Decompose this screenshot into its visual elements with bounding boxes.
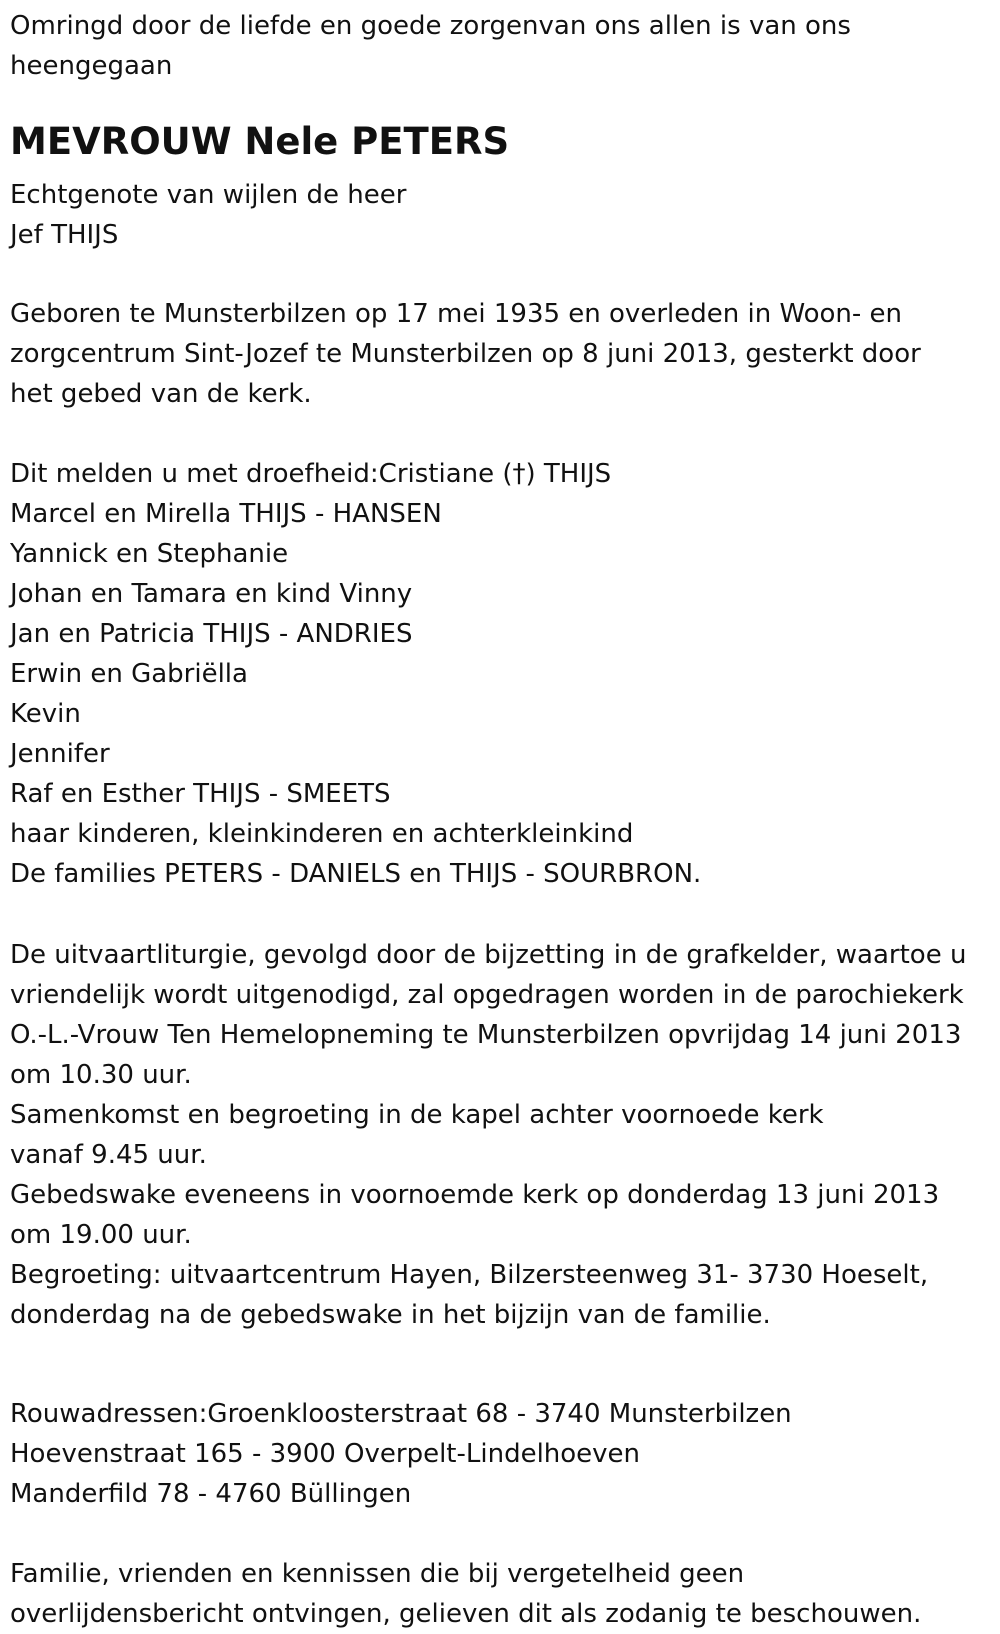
closing-paragraph: [10, 1554, 921, 1634]
intro-paragraph: [10, 6, 851, 86]
funeral-line: Samenkomst en begroeting in de kapel achter voornoede kerk: [10, 1100, 824, 1130]
family-line: haar kinderen, kleinkinderen en achterkleinkind: [10, 819, 634, 849]
family-line: Erwin en Gabriëlla: [10, 659, 248, 689]
address-line: Manderfild 78 - 4760 Büllingen: [10, 1479, 412, 1509]
family-line: Marcel en Mirella THIJS - HANSEN: [10, 499, 442, 529]
funeral-paragraph: [10, 935, 966, 1335]
spouse-line: Echtgenote van wijlen de heer: [10, 180, 407, 210]
closing-line: Familie, vrienden en kennissen die bij vergetelheid geen: [10, 1559, 745, 1589]
birth-death-line: Geboren te Munsterbilzen op 17 mei 1935 en overleden in Woon- en: [10, 299, 903, 329]
birth-death-line: zorgcentrum Sint-Jozef te Munsterbilzen op 8 juni 2013, gesterkt door: [10, 339, 921, 369]
funeral-line: vanaf 9.45 uur.: [10, 1140, 207, 1170]
family-line: Kevin: [10, 699, 81, 729]
funeral-line: om 10.30 uur.: [10, 1060, 192, 1090]
addresses-paragraph: [10, 1394, 792, 1514]
funeral-line: De uitvaartliturgie, gevolgd door de bijzetting in de grafkelder, waartoe u: [10, 940, 967, 970]
funeral-line: O.-L.-Vrouw Ten Hemelopneming te Munsterbilzen opvrijdag 14 juni 2013: [10, 1020, 962, 1050]
closing-line: overlijdensbericht ontvingen, gelieven dit als zodanig te beschouwen.: [10, 1599, 922, 1629]
address-line: Rouwadressen:Groenkloosterstraat 68 - 3740 Munsterbilzen: [10, 1399, 792, 1429]
address-line: Hoevenstraat 165 - 3900 Overpelt-Lindelhoeven: [10, 1439, 641, 1469]
family-line: Yannick en Stephanie: [10, 539, 289, 569]
family-line: Dit melden u met droefheid:Cristiane (†) THIJS: [10, 459, 612, 489]
funeral-line: vriendelijk wordt uitgenodigd, zal opgedragen worden in de parochiekerk: [10, 980, 964, 1010]
funeral-line: donderdag na de gebedswake in het bijzijn van de familie.: [10, 1300, 771, 1330]
spouse-line: Jef THIJS: [10, 220, 119, 250]
family-line: Jennifer: [10, 739, 110, 769]
intro-line: Omringd door de liefde en goede zorgenvan ons allen is van ons: [10, 11, 851, 41]
birth-death-line: het gebed van de kerk.: [10, 379, 312, 409]
family-line: De families PETERS - DANIELS en THIJS - SOURBRON.: [10, 859, 702, 889]
funeral-line: Gebedswake eveneens in voornoemde kerk op donderdag 13 juni 2013: [10, 1180, 940, 1210]
intro-line: heengegaan: [10, 51, 173, 81]
birth-death-paragraph: [10, 294, 921, 414]
funeral-line: Begroeting: uitvaartcentrum Hayen, Bilzersteenweg 31- 3730 Hoeselt,: [10, 1260, 929, 1290]
family-line: Raf en Esther THIJS - SMEETS: [10, 779, 391, 809]
family-line: Johan en Tamara en kind Vinny: [10, 579, 413, 609]
spouse-paragraph: [10, 175, 406, 255]
family-line: Jan en Patricia THIJS - ANDRIES: [10, 619, 413, 649]
funeral-line: om 19.00 uur.: [10, 1220, 192, 1250]
deceased-name: MEVROUW Nele PETERS: [10, 120, 510, 163]
family-list: [10, 454, 701, 894]
